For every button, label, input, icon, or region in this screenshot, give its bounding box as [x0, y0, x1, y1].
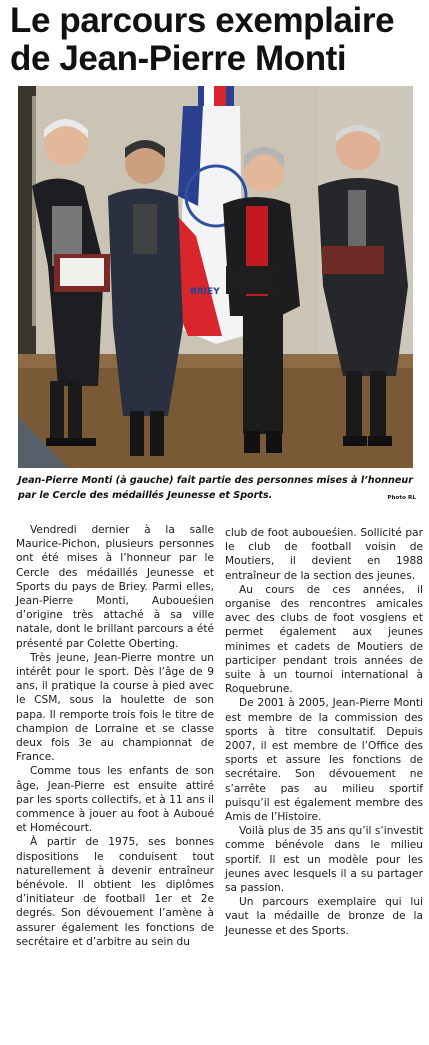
paragraph: Comme tous les enfants de son âge, Jean-Pierre est ensuite attiré par les sports collectifs, et à 11 ans il commence à jouer au foot à Auboué et Homécourt.	[16, 765, 214, 835]
headline	[10, 2, 422, 78]
photo-caption	[18, 473, 416, 506]
paragraph: Très jeune, Jean-Pierre montre un intérêt pour le sport. Dès l’âge de 9 ans, il pratique la course à pied avec le CSM, sous la houlette de son papa. Il remporte trois fois le titre de champion de Lorraine et se classe deux fois 3e au championnat de France.	[16, 651, 214, 764]
photo-credit: Photo RL	[387, 495, 416, 501]
headline-line-1: Le parcours exemplaire	[10, 1, 395, 40]
paragraph: À partir de 1975, ses bonnes dispositions le conduisent tout naturellement à devenir entraîneur bénévole. Il obtient les diplômes d’initiateur de football 1er et 2e degrés. Son dévouement l’amène à assurer également les fonctions de secrétaire et d’arbitre au sein du	[16, 836, 214, 948]
caption-text: Jean-Pierre Monti (à gauche) fait partie des personnes mises à l’honneur par le Cercle des médaillés Jeunesse et Sports.	[18, 475, 413, 501]
paragraph: Un parcours exemplaire qui lui vaut la médaille de bronze de la Jeunesse et des Sports.	[225, 896, 423, 937]
article-column-right	[225, 526, 423, 938]
paragraph: Voilà plus de 35 ans qu’il s’investit comme bénévole dans le milieu sportif. Il est un modèle pour les jeunes avec lesquels il a su partager sa passion.	[225, 825, 423, 895]
headline-line-2: de Jean-Pierre Monti	[10, 39, 347, 78]
flag-text: BRIEY	[190, 287, 220, 297]
paragraph: Vendredi dernier à la salle Maurice-Pichon, plusieurs personnes ont été mises à l’honneur par le Cercle des médaillés Jeunesse et Sports du pays de Briey. Parmi elles, Jean-Pierre Monti, Auboueśien d’origine très attaché à sa ville natale, dont le brillant parcours a été présenté par Colette Oberting.	[16, 524, 214, 650]
paragraph: Au cours de ces années, il organise des rencontres amicales avec des clubs de foot vosgiens et permet également aux jeunes minimes et cadets de Moutiers de participer pendant trois années de suite à un tournoi international à Roquebrune.	[225, 583, 423, 696]
paragraph: De 2001 à 2005, Jean-Pierre Monti est membre de la commission des sports à titre consultatif. Depuis 2007, il est membre de l’Office des sports et assure les fonctions de secrétaire. Son dévouement ne s’arrête pas au milieu sportif puisqu’il est également membre des Amis de l’Histoire.	[225, 697, 423, 824]
article-column-left	[16, 523, 214, 949]
article-photo	[18, 86, 413, 468]
paragraph: club de foot auboueśien. Sollicité par le club de football voisin de Moutiers, il devient en 1988 entraîneur de la section des jeunes.	[225, 527, 423, 582]
